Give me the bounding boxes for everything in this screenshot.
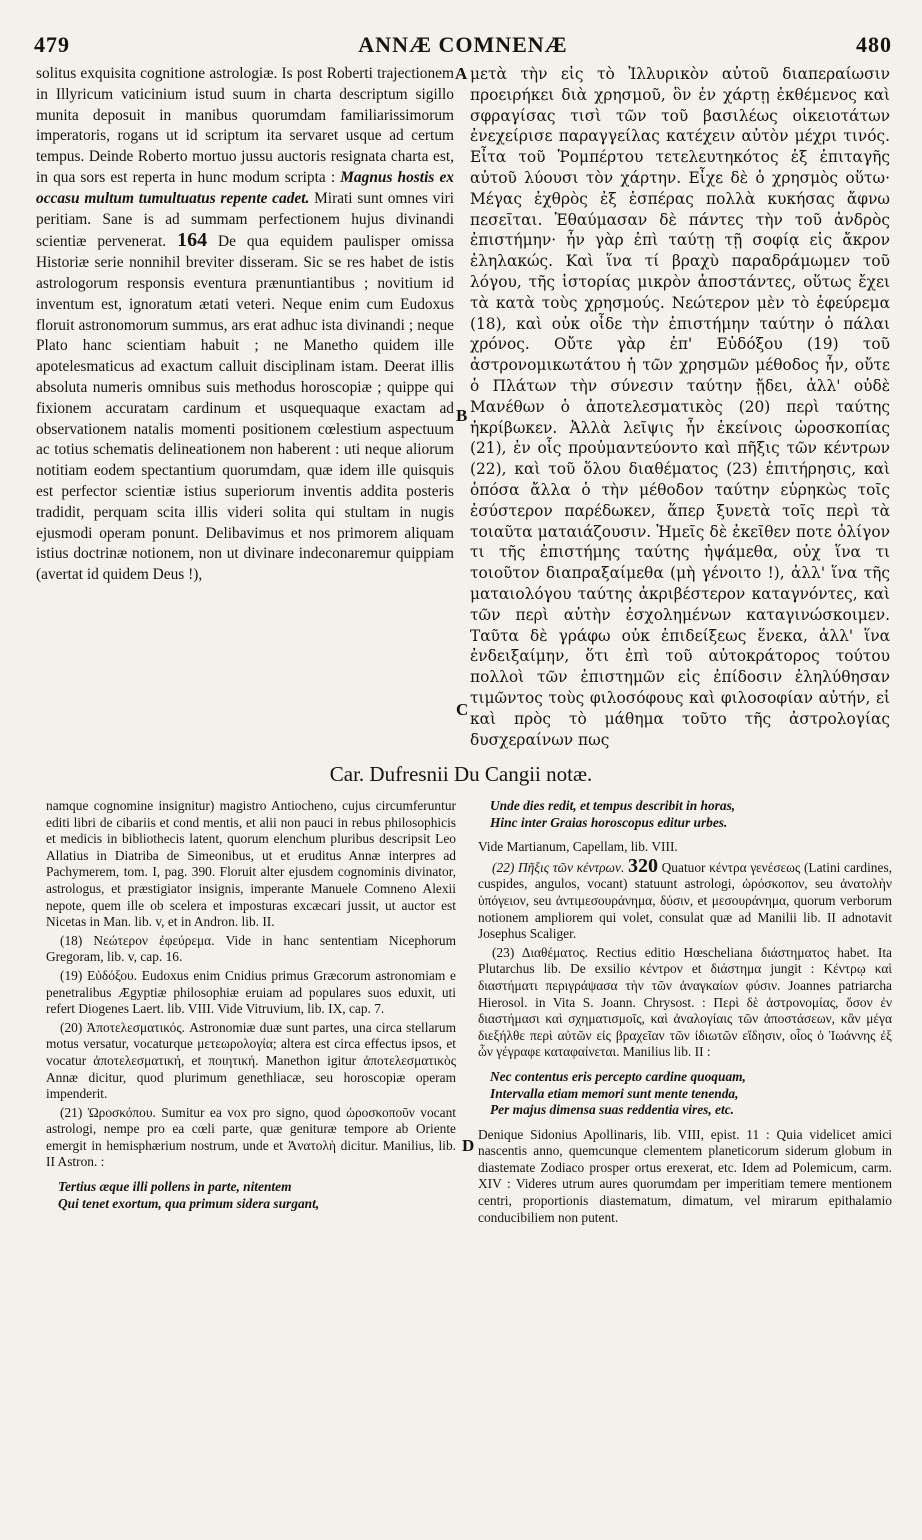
margin-letter-d: D xyxy=(462,1136,475,1155)
verse-manilius xyxy=(58,1179,456,1212)
note-19: (19) Εὐδόξου. Eudoxus enim Cnidius primus Græcorum astronomiam e penetralibus Ægyptiæ philosophiæ eruiam ad populares suos eduxit, uti refert Diogenes Laert. lib. VIII. Vide Vitruvium, lib. IX, cap. 7. xyxy=(46,967,456,1017)
note-22 xyxy=(478,854,892,943)
note-sidonius: Denique Sidonius Apollinaris, lib. VIII, epist. 11 : Quia videlicet amici nascentis anno, quemcunque clementem planeticorum siderum globum in diastemate Zodiaco prosper ortus erexerat, etc. Idem ad Polemicum, carm. XIV : Videres utrum aures quorumdam per imperitiam temere mentionem centri, proportionis diastematum, dimatum, vel mirarum epithalamio conducibiliem non putent. xyxy=(478,1126,892,1225)
note-21: (21) Ὡροσκόπου. Sumitur ea vox pro signo, quod ὡροσκοποῦν vocant astrologi, nempe pro ea cœli parte, quæ genituræ tempore ab Oriente emergit in hemisphærium nostrum, unde et Ἀνατολὴ dicitur. Manilius, lib. II Astron. : xyxy=(46,1104,456,1170)
margin-letter-b: B xyxy=(456,406,468,425)
verse-line: Unde dies redit, et tempus describit in horas, xyxy=(490,798,736,813)
note-22-text: Quatuor κέντρα γενέσεως (Latini cardines, cuspides, angulos, vocant) statuunt astrologi, ὡρόσκοπον, seu ἀνατολὴν ὑπόγειον, seu ἀντιμεσουράνημα, δύσιν, et μεσουράνημα, quorum verborum notionem ampliorem qui volet, consulat quæ ad Manilii lib. II adnotavit Josephus Scaliger. xyxy=(478,859,892,942)
notes-page-mark: 320 xyxy=(627,854,658,877)
verse-manilius-2 xyxy=(490,1069,892,1119)
note-reference: Vide Martianum, Capellam, lib. VIII. xyxy=(478,839,678,855)
notes-title: Car. Dufresnii Du Cangii notæ. xyxy=(329,762,593,786)
notes-left-column xyxy=(46,798,456,1488)
verse-line: Per majus dimensa suas reddentia vires, etc. xyxy=(490,1102,735,1118)
margin-letter-c: C xyxy=(456,700,469,719)
latin-oracle: Magnus hostis ex occasu multum tumultuatus repente cadet. xyxy=(36,168,454,207)
latin-text-part3: De qua equidem paulisper omissa Historiæ serie nonnihil breviter disseram. Sic se res habet de istis astrologorum responsis eventura prænuntiantibus ; novitium id inventum est, ignoratum ætati veteri. Neque enim cum Eudoxus floruit astronomorum summus, ars erat adhuc ista divinandi ; neque Plato hanc scientiam habuit ; ne Manetho quidem ille apotelesmaticus ad exactum calluit disciplinam istam. Deerat illis absoluta numeris omnibus suis methodus horoscopiæ ; quippe qui fixionem accuratam cardinum et usquequaque exactam ad observationem natalis momenti positionem cœlestium aspectuum ac totius schematis delineationem non haberent : uti neque aliorum notitiam eodem spectantium quorumdam, quæ idem ille quisquis est perfector scientiæ istius superiorum inventis addita posteris tradidit, perquam scita illis videri solita qui stultam in nugis ejusmodi operam ponunt. Delibavimus et nos primorem aliquam istius doctrinæ notionem, non ut divinare indeconaremur quippiam (avertat id quidem Deus !), xyxy=(36,233,454,584)
latin-page-mark: 164 xyxy=(177,229,208,252)
verse-continuation xyxy=(490,798,892,831)
verse-line: Intervalla etiam memori sunt mente tenenda, xyxy=(490,1085,739,1101)
note-23: (23) Διαθέματος. Rectius editio Hœscheliana διάστηματος habet. Ita Plutarchus lib. De exsilio κέντρον et διάστημα jungit : Κέντρῳ καὶ διαστήματι περιγράψασα τὴν τῶν ἀναγκαίων φύσιν. Joannes patriarcha Hierosol. in Vita S. Joann. Chrysost. : Περὶ δὲ ἀστρονομίας, ὅσον ἐν διαστήμασι καὶ σχηματισμοῖς, καὶ ἀναλογίαις τῶν ἀποστάσεων, κἂν μέγα διεξήλθε περὶ αὐτῶν εἰς βραχεῖαν τῶν ἰδιωτῶν εἴδησιν, οἷος ὁ Ἰωάννης ἐξ ὧν γέγραφε καταφαίνεται. Manilius lib. II : xyxy=(478,944,892,1060)
note-paragraph: namque cognomine insignitur) magistro Antiocheno, cujus circumferuntur editi libri de cibariis et cond mentis, et alii non pauci in rebus philosophicis et medicis in bibliothecis latent, quorum elenchum pluribus descripsit Leo Allatius in Diatriba de Simeonibus, ut et eruditus Annæ interpres ad Pachymerem, tom. I, pag. 390. Floruit alter ejusdem cognominis divinator, astrologus, et præstigiator insignis, imperante Manuele Comneno Alexii nepote, quem ille ob scelera et imposturas excæcari jussit, ut auctor est Nicetas in Man. lib. v, et in Andron. lib. II. xyxy=(46,798,456,930)
latin-text-part2: Mirati sunt omnes viri peritiam. Sane is ad summam perfectionem hujus divinandi scientiæ pervenerat. xyxy=(36,189,454,251)
latin-column xyxy=(36,64,454,750)
verse-line: Hinc inter Graias horoscopus editur urbes. xyxy=(490,814,728,830)
notes-right-column xyxy=(478,798,892,1488)
latin-text-part1: solitus exquisita cognitione astrologiæ. Is post Roberti trajectionem in Illyricum vaticinium istud suum in charta descriptum sigillo munita deposuit in manibus quorumdam familiarissimorum imperatoris, rogans ut id scriptum ita servaret usque ad certum tempus. Deinde Roberto mortuo jussu auctoris resignata charta est, in qua sors est reperta in hunc modum scripta : xyxy=(36,65,454,186)
page-number-right: 480 xyxy=(856,32,892,57)
latin-text xyxy=(36,64,454,586)
greek-column xyxy=(470,64,890,750)
note-22-lemma: (22) Πῆξις τῶν κέντρων. xyxy=(492,859,625,875)
verse-line: Nec contentus eris percepto cardine quoquam, xyxy=(490,1068,746,1084)
note-20: (20) Ἀποτελεσματικός. Astronomiæ duæ sunt partes, una circa stellarum motus versatur, vocaturque μετεωρολογία; altera est circa effectus ipsos, et vocatur ἀποτελεσματική, et ποιητική. Manethon igitur ἀποτελεσματικὸς Annæ dicitur, quod plurimum genethliacæ, seu horoscopiæ operam impenderit. xyxy=(46,1019,456,1102)
running-title: ANNÆ COMNENÆ xyxy=(358,32,568,57)
page-number-left: 479 xyxy=(34,32,70,57)
greek-text: μετὰ τὴν εἰς τὸ Ἰλλυρικὸν αὐτοῦ διαπεραίωσιν προειρήκει διὰ χρησμοῦ, ὃν ἐν χάρτῃ ἐκθέμενος καὶ σφραγίσας τισὶ τῶν τοῦ βασιλέως οἰκειοτάτων ἐνεχείρισε παραγγείλας κατέχειν αὐτὸν μέχρι τινός. Εἶτα τοῦ Ῥομπέρτου τετελευτηκότος ἐξ ἐπιταγῆς αὐτοῦ λύουσι τὸν χάρτην. Εἶχε δὲ ὁ χρησμὸς οὕτω· Μέγας ἐχθρὸς ἐξ ἑσπέρας πολλὰ κυκήσας ἄφνω πεσεῖται. Ἐθαύμασαν δὲ πάντες τὴν τοῦ ἀνδρὸς ἐπιστήμην· ἦν γὰρ ἐπὶ ταύτῃ τῇ σοφίᾳ εἰς ἄκρον ἐληλακώς. Καὶ ἵνα τί βραχὺ παραδράμωμεν τοῦ λόγου, τῆς ἱστορίας μικρὸν ἀποστάντες, οὕτως ἔχει τὰ κατὰ τοὺς χρησμούς. Νεώτερον μὲν τὸ ἐφεύρεμα (18), καὶ οὐκ οἶδε τὴν ἐπιστήμην ταύτην ὁ πάλαι χρόνος. Οὔτε γὰρ ἐπ' Εὐδόξου (19) τοῦ ἀστρονομικωτάτου ἡ τῶν χρησμῶν μέθοδος ἦν, οὔτε ὁ Πλάτων τὴν σύνεσιν ταύτην ᾔδει, ἀλλ' οὐδὲ Μανέθων ὁ ἀποτελεσματικὸς (20) περὶ ταύτης ἠκρίβωκεν. Ἀλλὰ λεῖψις ἦν ἐκείνοις ὡροσκοπίας (21), ἐν οἷς προὐμαντεύοντο καὶ πῆξις τῶν κέντρων (22), καὶ τοῦ ὅλου διαθέματος (23) ἐπιτήρησις, καὶ ὁπόσα ἄλλα ὁ τὴν μέθοδον ταύτην εὑρηκὼς τοῖς ἐσύστερον παρέδωκεν, ἅπερ ξυνετὰ τοῖς περὶ τὰ τοιαῦτα ματαιάζουσιν. Ἡμεῖς δὲ ἐκεῖθεν ποτε ὀλίγον τι τῆς ἐπιστήμης ταύτης ἠψάμεθα, οὐχ ἵνα τι τοιοῦτον διαπραξαίμεθα (μὴ γένοιτο !), ἀλλ' ἵνα τῆς ματαιολόγου ταύτης ἀκριβέστερον καταγνόντες, καὶ τῶν περὶ αὐτὴν ἐσχολημένων καταγινώσκοιμεν. Ταῦτα δὲ γράφω οὐκ ἐπιδείξεως ἕνεκα, ἀλλ' ἵνα ἐνδειξαίμην, ὅτι ἐπὶ τοῦ αὐτοκράτορος τούτου πολλοὶ τῶν ἐπιστημῶν εἰς ἐπίδοσιν ἐληλύθησαν τιμῶντος τοὺς φιλοσόφους καὶ φιλοσοφίαν αὐτήν, εἰ καὶ πρὸς τὸ μάθημα τοῦτο τῆς ἀστρολογίας δυσχεραίνων πως xyxy=(470,65,890,749)
page-header xyxy=(34,32,892,58)
verse-line: Qui tenet exortum, qua primum sidera surgant, xyxy=(58,1195,320,1211)
verse-line: Tertius æque illi pollens in parte, nitentem xyxy=(58,1179,292,1195)
margin-letter-a: A xyxy=(455,64,468,83)
note-18: (18) Νεώτερον ἐφεύρεμα. Vide in hanc sententiam Nicephorum Gregoram, lib. v, cap. 16. xyxy=(46,932,456,965)
